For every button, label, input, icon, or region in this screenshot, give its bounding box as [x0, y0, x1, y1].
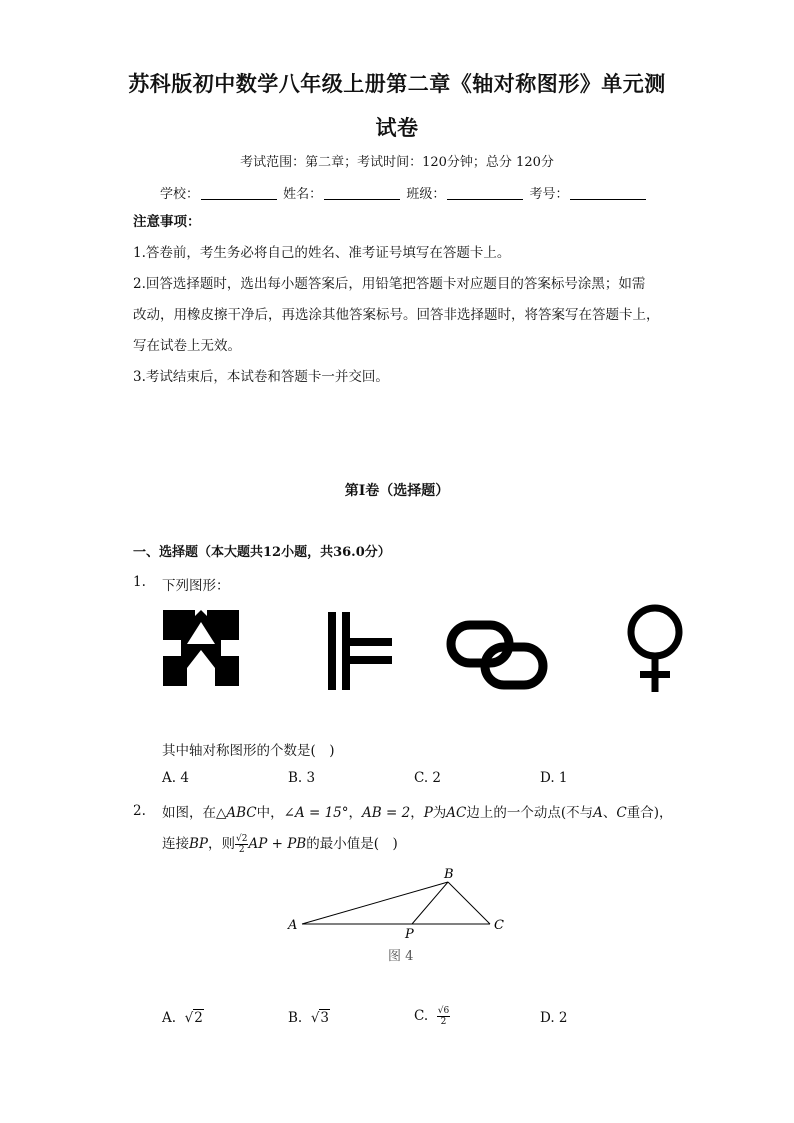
q1-option-c: C. 2: [414, 770, 442, 786]
q2-fraction-denominator: 2: [238, 845, 245, 855]
q2-segment: BP: [189, 836, 209, 852]
number-label: 考号：: [529, 187, 569, 202]
q2-label-C: C: [494, 918, 504, 933]
exam-info: 考试范围：第二章；考试时间：120分钟；总分 120分: [240, 155, 554, 170]
q2-option-a: [162, 1010, 204, 1026]
q2-text: 如图，在: [162, 805, 216, 821]
notice-heading: 注意事项：: [133, 214, 201, 230]
q2-option-b-label: B.: [288, 1010, 303, 1026]
q2-option-c-fraction: [437, 1006, 450, 1027]
q2-label-A: A: [288, 918, 298, 933]
notice-item1: 1.答卷前，考生务必将自己的姓名、准考证号填写在答题卡上。: [133, 245, 511, 261]
q2-fraction: [235, 834, 248, 855]
q2-fraction-numerator: √2: [236, 834, 248, 844]
page-title-line2: 试卷: [375, 116, 419, 140]
q2-point: P: [423, 805, 433, 821]
q2-triangle: △ABC: [216, 805, 257, 821]
q1-option-a: A. 4: [162, 770, 189, 786]
figure-4-venus-symbol-shape: [624, 604, 686, 694]
class-label: 班级：: [406, 187, 446, 202]
sqrt-symbol: √3: [310, 1010, 330, 1026]
student-fields: [160, 183, 648, 202]
sqrt-symbol: √2: [184, 1010, 203, 1026]
q2-line1: [162, 801, 673, 821]
q2-line2: [162, 832, 398, 855]
q2-figure-caption: 图 4: [388, 949, 414, 964]
q2-option-b-radicand: 3: [320, 1010, 330, 1026]
q2-angle: ∠A = 15°: [283, 805, 349, 821]
class-blank: [447, 198, 523, 200]
q1-option-d: D. 1: [540, 770, 568, 786]
figure-2-bars-shape: [328, 612, 392, 690]
part1-title: 第I卷（选择题）: [344, 483, 450, 499]
figure-1-checker-shape: [163, 610, 239, 686]
q2-text: ，: [348, 805, 363, 821]
figure-3-chain-links-shape: [446, 620, 548, 690]
page-title-line1: 苏科版初中数学八年级上册第二章《轴对称图形》单元测: [128, 72, 666, 96]
q1-option-b: B. 3: [288, 770, 316, 786]
q2-option-c-radicand: 6: [443, 1006, 450, 1016]
q2-text: 为: [432, 805, 447, 821]
q2-option-a-label: A.: [162, 1010, 177, 1026]
q2-side: AC: [446, 805, 467, 821]
q2-option-d: D. 2: [540, 1010, 568, 1026]
q2-text: 、: [602, 805, 617, 821]
q2-text: 的最小值是( ): [306, 836, 398, 852]
number-blank: [570, 198, 646, 200]
name-label: 姓名：: [283, 187, 323, 202]
q2-text: 边上的一个动点(不与: [466, 805, 594, 821]
q2-text: 连接: [162, 836, 189, 852]
q2-expression: AP + PB: [248, 836, 307, 852]
q2-length: AB = 2: [362, 805, 411, 821]
q2-option-c-numerator: √6: [437, 1006, 450, 1016]
q2-option-c-denominator: 2: [440, 1017, 447, 1027]
q2-option-b: [288, 1010, 330, 1026]
notice-item2-line1: 2.回答选择题时，选出每小题答案后，用铅笔把答题卡对应题目的答案标号涂黑；如需: [133, 276, 646, 292]
notice-item2-line2: 改动，用橡皮擦干净后，再选涂其他答案标号。回答非选择题时，将答案写在答题卡上，: [133, 307, 660, 323]
q2-text: 重合)，: [626, 805, 673, 821]
notice-item2-line3: 写在试卷上无效。: [133, 338, 241, 354]
q2-option-a-radicand: 2: [194, 1010, 203, 1026]
q2-point: C: [616, 805, 627, 821]
q2-text: ，则: [208, 836, 236, 852]
notice-item3: 3.考试结束后，本试卷和答题卡一并交回。: [133, 369, 389, 385]
q1-number: 1.: [133, 574, 146, 590]
q2-text: 中，: [256, 805, 284, 821]
q2-label-B: B: [444, 867, 454, 882]
q2-option-c-label: C.: [414, 1008, 429, 1024]
school-blank: [201, 198, 277, 200]
q2-option-c: [414, 1006, 450, 1027]
q1-question: 其中轴对称图形的个数是( ): [162, 743, 335, 759]
q1-stem: 下列图形：: [162, 578, 230, 594]
q2-point: A: [593, 805, 603, 821]
q2-number: 2.: [133, 803, 146, 819]
name-blank: [324, 198, 400, 200]
q2-text: ，: [410, 805, 424, 821]
section1-title: 一、选择题（本大题共12小题，共36.0分）: [133, 545, 391, 560]
q2-label-P: P: [405, 927, 414, 942]
q2-triangle-figure: [284, 864, 514, 969]
school-label: 学校：: [160, 187, 200, 202]
